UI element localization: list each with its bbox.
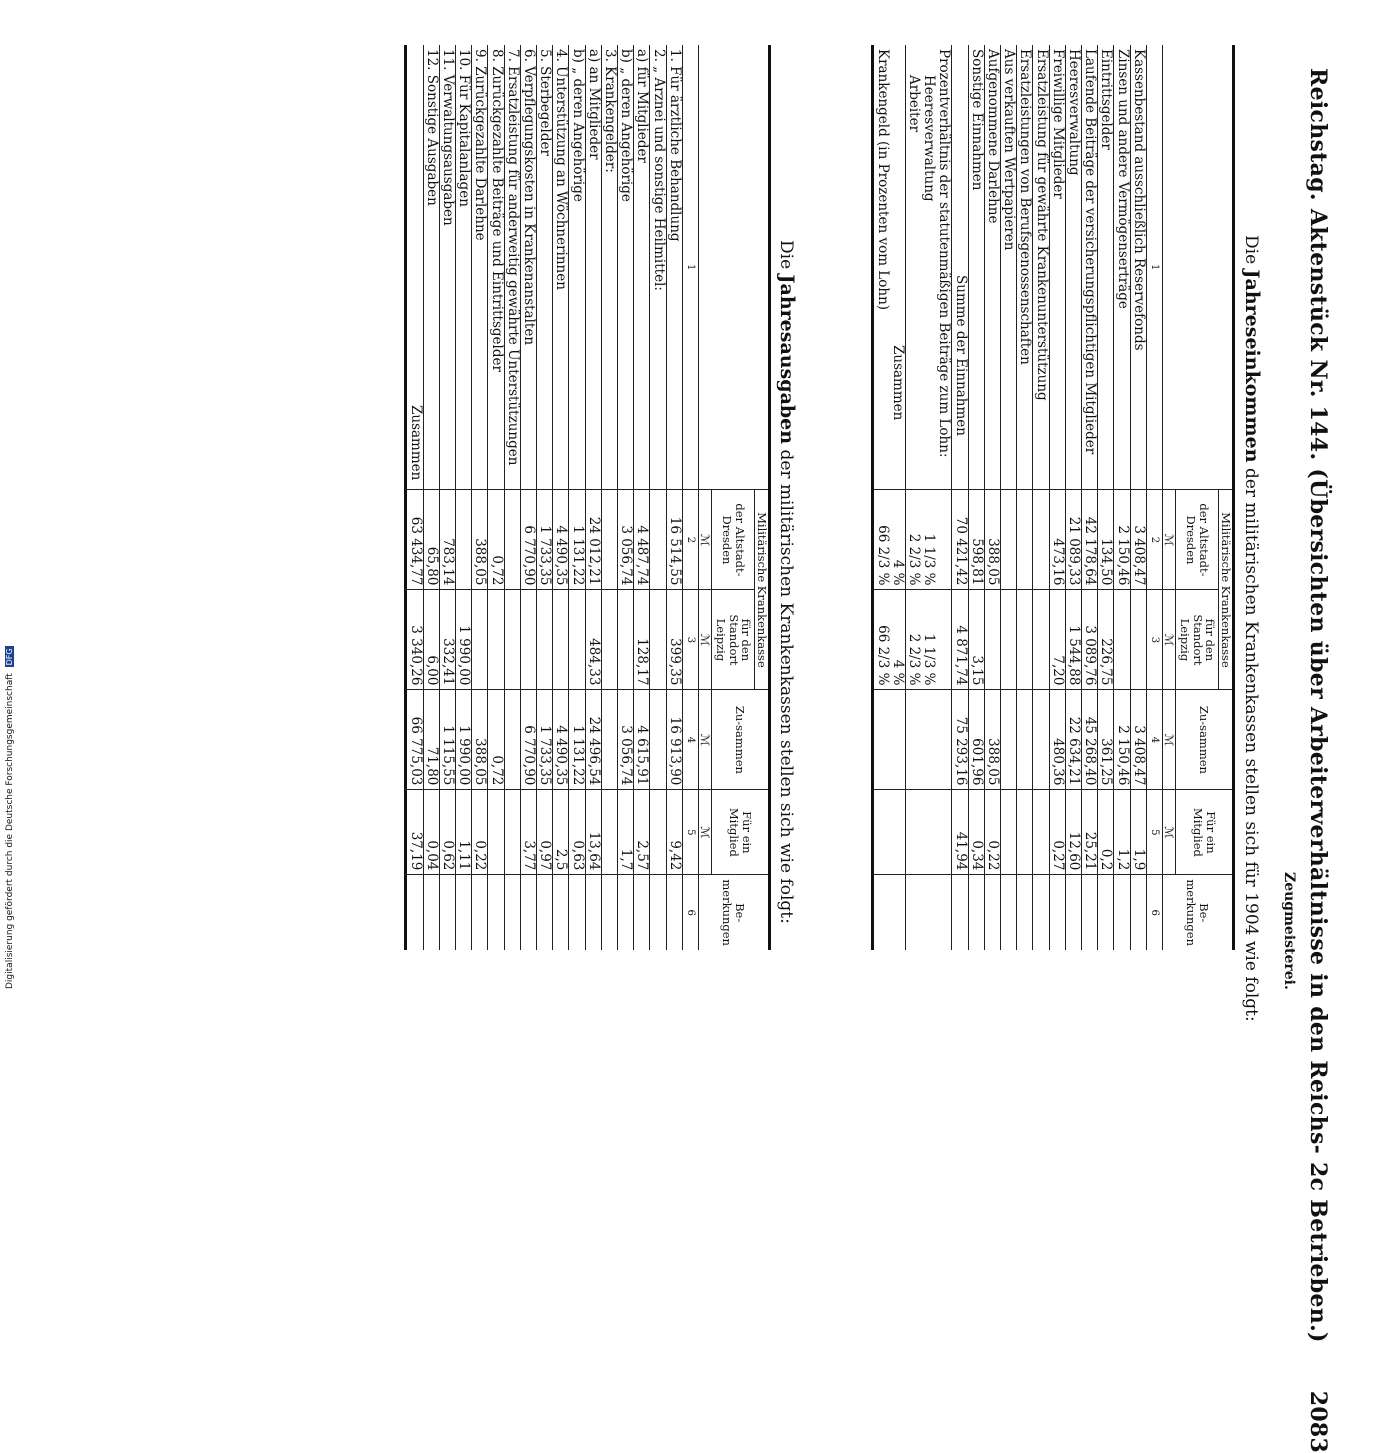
row-label: 3. Krankengelder: [601, 45, 617, 490]
undefined [472, 45, 488, 950]
cell-c5 [601, 790, 617, 875]
ratio-sum-label: Zusammen [890, 45, 906, 490]
empty-cell [873, 790, 890, 875]
expenses-sum-row [406, 45, 423, 950]
income-title-post: der militärischen Krankenkassen stellen sich für 1904 wie folgt: [1241, 467, 1261, 1022]
cell-c3 [601, 590, 617, 690]
remarks-cell [423, 875, 439, 950]
unit-label: ℳ [1163, 790, 1177, 875]
cell-c3: 484,33 [585, 590, 601, 690]
column-number: 5 [682, 790, 698, 875]
undefined [1049, 45, 1065, 950]
column-number: 6 [682, 875, 698, 950]
cell-c5: 0,04 [423, 790, 439, 875]
cell-c5: 0,27 [1049, 790, 1065, 875]
cell-c3 [536, 590, 552, 690]
unit-label: ℳ [699, 790, 713, 875]
expenses-col-dresden: der Altstadt-Dresden [712, 490, 755, 590]
row-label: Kassenbestand ausschließlich Reservefonds [1130, 45, 1146, 490]
cell-c5: 1,9 [1130, 790, 1146, 875]
undefined [1114, 45, 1130, 950]
cell-c2 [455, 490, 471, 590]
sum-c5: 37,19 [406, 790, 423, 875]
empty-cell [936, 690, 952, 790]
cell-c2: 16 514,55 [666, 490, 682, 590]
ratio-label: Prozentverhältnis der statutenmäßigen Beiträge zum Lohn: [936, 45, 952, 490]
header-title: Reichstag. Aktenstück Nr. 144. (Übersichten über Arbeiterverhältnisse in den Reichs- 2c Betrieben.) [1305, 68, 1331, 1343]
cell-c5: 1,7 [617, 790, 633, 875]
cell-c2: 388,05 [472, 490, 488, 590]
sum-label: Summe der Einnahmen [952, 45, 968, 490]
digitization-footer [0, 594, 18, 994]
column-number: 1 [1146, 45, 1162, 490]
column-number: 2 [682, 490, 698, 590]
cell-c3 [984, 590, 1000, 690]
row-label: a) an Mitglieder [585, 45, 601, 490]
ratio-row [921, 45, 936, 950]
remarks-cell [921, 875, 936, 950]
ratio-label-row [936, 45, 952, 950]
cell-c5: 13,64 [585, 790, 601, 875]
undefined [439, 45, 455, 950]
cell-c4: 4 615,91 [634, 690, 650, 790]
unit-label: ℳ [699, 590, 713, 690]
cell-c3 [1114, 590, 1130, 690]
unit-label: ℳ [699, 690, 713, 790]
column-number: 3 [1146, 590, 1162, 690]
cell-c3 [1130, 590, 1146, 690]
remarks-cell [569, 875, 585, 950]
sum-c2: 63 434,77 [406, 490, 423, 590]
cell-c4: 601,96 [968, 690, 984, 790]
cell-c5 [650, 790, 666, 875]
cell-c3 [569, 590, 585, 690]
cell-c4 [1033, 690, 1049, 790]
sum-c3: 4 871,74 [952, 590, 968, 690]
cell-c2: 1 733,35 [536, 490, 552, 590]
row-label: 7. Ersatzleistung für anderweitig gewährte Unterstützungen [504, 45, 520, 490]
cell-c4: 0,72 [488, 690, 504, 790]
cell-c3: 6,00 [423, 590, 439, 690]
cell-c4: 22 634,21 [1065, 690, 1081, 790]
cell-c5: 0,63 [569, 790, 585, 875]
row-label: 1. Für ärztliche Behandlung [666, 45, 682, 490]
empty-cell [890, 690, 906, 790]
cell-c2 [1033, 490, 1049, 590]
sickpay-leipzig: 66 2/3 % [873, 590, 890, 690]
row-label: Eintrittsgelder [1098, 45, 1114, 490]
column-number: 6 [1146, 875, 1162, 950]
remarks-cell [890, 875, 906, 950]
remarks-cell [1114, 875, 1130, 950]
cell-c5: 0,62 [439, 790, 455, 875]
cell-c2: 388,05 [984, 490, 1000, 590]
cell-c5 [488, 790, 504, 875]
undefined [553, 45, 569, 950]
remarks-cell [601, 875, 617, 950]
cell-c2: 42 178,64 [1081, 490, 1097, 590]
page-header [1305, 68, 1331, 1453]
remarks-cell [406, 875, 423, 950]
cell-c4: 480,36 [1049, 690, 1065, 790]
undefined [650, 45, 666, 950]
income-col-per-member: Für ein Mitglied [1176, 790, 1234, 875]
footer-text: Digitalisierung gefördert durch die Deutsche Forschungsgemeinschaft [5, 673, 15, 989]
cell-c4: 1 733,35 [536, 690, 552, 790]
undefined [617, 45, 633, 950]
ratio-sum-row [890, 45, 906, 950]
column-number: 2 [1146, 490, 1162, 590]
cell-c5 [1033, 790, 1049, 875]
row-label: 12. Sonstige Ausgaben [423, 45, 439, 490]
remarks-cell [873, 875, 890, 950]
row-label: b) „ deren Angehörige [617, 45, 633, 490]
empty-cell [905, 790, 921, 875]
cell-c4 [601, 690, 617, 790]
income-group-header: Militärische Krankenkasse [1219, 490, 1234, 690]
sum-label: Zusammen [406, 45, 423, 490]
cell-c4: 388,05 [984, 690, 1000, 790]
sum-c4: 75 293,16 [952, 690, 968, 790]
income-rows [873, 45, 1146, 950]
undefined [984, 45, 1000, 950]
cell-c3: 3 089,76 [1081, 590, 1097, 690]
cell-c2: 3 056,74 [617, 490, 633, 590]
remarks-cell [936, 875, 952, 950]
cell-c5: 0,2 [1098, 790, 1114, 875]
empty-cell [873, 690, 890, 790]
cell-c2 [1000, 490, 1016, 590]
undefined [504, 45, 520, 950]
cell-c5: 0,22 [472, 790, 488, 875]
remarks-cell [439, 875, 455, 950]
remarks-cell [585, 875, 601, 950]
row-label: Ersatzleistungen von Berufsgenossenschaften [1017, 45, 1033, 490]
expenses-label-header [699, 45, 770, 490]
row-label: 5. Sterbegelder [536, 45, 552, 490]
cell-c5: 3,77 [520, 790, 536, 875]
row-label: Zinsen und andere Vermögenserträge [1114, 45, 1130, 490]
ratio-sum-leipzig: 4 % [890, 590, 906, 690]
cell-c3 [650, 590, 666, 690]
column-number: 1 [682, 45, 698, 490]
row-label: 11. Verwaltungsausgaben [439, 45, 455, 490]
undefined [585, 45, 601, 950]
cell-c3 [504, 590, 520, 690]
ratio-leipzig: 2 2/3 % [905, 590, 921, 690]
cell-c2: 1 131,22 [569, 490, 585, 590]
income-title-bold: Jahreseinkommen [1241, 269, 1263, 463]
cell-c4 [650, 690, 666, 790]
expenses-rows [406, 45, 682, 950]
remarks-cell [455, 875, 471, 950]
cell-c3: 332,41 [439, 590, 455, 690]
cell-c2: 6 770,90 [520, 490, 536, 590]
remarks-cell [617, 875, 633, 950]
cell-c5: 2,5 [553, 790, 569, 875]
sickpay-label: Krankengeld (in Prozenten vom Lohn) [874, 49, 891, 311]
ratio-sum-dresden: 4 % [890, 490, 906, 590]
cell-c3 [472, 590, 488, 690]
unit-label: ℳ [1163, 690, 1177, 790]
cell-c3 [1033, 590, 1049, 690]
cell-c3: 399,35 [666, 590, 682, 690]
cell-c4: 1 990,00 [455, 690, 471, 790]
cell-c4: 1 131,22 [569, 690, 585, 790]
cell-c2: 65,80 [423, 490, 439, 590]
undefined [1000, 45, 1016, 950]
cell-c3: 128,17 [634, 590, 650, 690]
cell-c2: 2 150,46 [1114, 490, 1130, 590]
page-number: 2083 [1305, 1390, 1331, 1453]
income-col-leipzig: für den Standort Leipzig [1176, 590, 1219, 690]
remarks-cell [1065, 875, 1081, 950]
expenses-col-total: Zu-sammen [712, 690, 770, 790]
undefined [455, 45, 471, 950]
income-col-remarks: Be-merkungen [1163, 875, 1234, 950]
cell-c4 [1017, 690, 1033, 790]
unit-label: ℳ [1163, 590, 1177, 690]
ratio-dresden: 2 2/3 % [905, 490, 921, 590]
empty-cell [921, 790, 936, 875]
cell-c4: 3 408,47 [1130, 690, 1146, 790]
section-label: Zeugmeisterei. [1281, 872, 1297, 990]
empty-cell [936, 590, 952, 690]
ratio-row-label: Arbeiter [905, 75, 922, 133]
undefined [1065, 45, 1081, 950]
empty-cell [890, 790, 906, 875]
remarks-cell [536, 875, 552, 950]
remarks-cell [905, 875, 921, 950]
row-label: Sonstige Einnahmen [968, 45, 984, 490]
row-label: 6. Verpflegungskosten in Krankenanstalten [520, 45, 536, 490]
empty-cell [921, 690, 936, 790]
remarks-cell [504, 875, 520, 950]
cell-c4: 71,80 [423, 690, 439, 790]
column-number: 4 [682, 690, 698, 790]
undefined [1017, 45, 1033, 950]
row-label: Laufende Beiträge der versicherungspflichtigen Mitglieder [1081, 45, 1097, 490]
cell-c3 [520, 590, 536, 690]
remarks-cell [634, 875, 650, 950]
cell-c2 [601, 490, 617, 590]
cell-c3: 3,15 [968, 590, 984, 690]
empty-cell [936, 490, 952, 590]
cell-c2 [1017, 490, 1033, 590]
remarks-cell [472, 875, 488, 950]
cell-c2: 783,14 [439, 490, 455, 590]
unit-label: ℳ [699, 490, 713, 590]
income-col-total: Zu-sammen [1176, 690, 1234, 790]
row-label: Heeresverwaltung [1065, 45, 1081, 490]
cell-c5: 0,22 [984, 790, 1000, 875]
cell-c2: 0,72 [488, 490, 504, 590]
row-label: 2. „ Arznei und sonstige Heilmittel: [650, 45, 666, 490]
column-number: 3 [682, 590, 698, 690]
cell-c2: 473,16 [1049, 490, 1065, 590]
undefined [968, 45, 984, 950]
cell-c4: 16 913,90 [666, 690, 682, 790]
income-col-dresden: der Altstadt-Dresden [1176, 490, 1219, 590]
cell-c3: 1 544,88 [1065, 590, 1081, 690]
cell-c5 [504, 790, 520, 875]
row-label: b) „ deren Angehörige [569, 45, 585, 490]
cell-c5: 2,57 [634, 790, 650, 875]
remarks-cell [1033, 875, 1049, 950]
remarks-cell [1098, 875, 1114, 950]
cell-c2: 24 012,21 [585, 490, 601, 590]
cell-c3: 226,75 [1098, 590, 1114, 690]
cell-c4: 24 496,54 [585, 690, 601, 790]
empty-cell [936, 790, 952, 875]
remarks-cell [1017, 875, 1033, 950]
unit-label: ℳ [1163, 490, 1177, 590]
expenses-col-per-member: Für ein Mitglied [712, 790, 770, 875]
income-table [871, 45, 1235, 950]
cell-c5: 25,21 [1081, 790, 1097, 875]
expenses-title-bold: Jahresausgaben [776, 274, 798, 445]
income-title-pre: Die [1241, 235, 1261, 265]
column-number: 4 [1146, 690, 1162, 790]
expenses-table [404, 45, 771, 950]
remarks-cell [1081, 875, 1097, 950]
undefined [634, 45, 650, 950]
row-label: Aus verkauften Wertpapieren [1000, 45, 1016, 490]
remarks-cell [650, 875, 666, 950]
cell-c2: 3 408,47 [1130, 490, 1146, 590]
cell-c2: 598,81 [968, 490, 984, 590]
cell-c2: 21 089,33 [1065, 490, 1081, 590]
remarks-cell [488, 875, 504, 950]
remarks-cell [666, 875, 682, 950]
dfg-logo: DFG [5, 648, 14, 666]
remarks-cell [520, 875, 536, 950]
income-label-header [1163, 45, 1234, 490]
cell-c5: 12,60 [1065, 790, 1081, 875]
cell-c5: 0,97 [536, 790, 552, 875]
income-title [1241, 235, 1263, 1022]
cell-c4 [1000, 690, 1016, 790]
column-number: 5 [1146, 790, 1162, 875]
row-label: 10. Für Kapitalanlagen [455, 45, 471, 490]
undefined [1098, 45, 1114, 950]
remarks-cell [952, 875, 968, 950]
row-label: Freiwillige Mitglieder [1049, 45, 1065, 490]
ratio-dresden: 1 1/3 % [921, 490, 936, 590]
undefined [423, 45, 439, 950]
undefined [601, 45, 617, 950]
undefined [1130, 45, 1146, 950]
sum-c5: 41,94 [952, 790, 968, 875]
remarks-cell [984, 875, 1000, 950]
row-label: a) für Mitglieder [634, 45, 650, 490]
cell-c2: 4 490,35 [553, 490, 569, 590]
undefined [1081, 45, 1097, 950]
row-label: 9. Zurückgezahlte Darlehne [472, 45, 488, 490]
sum-c3: 3 340,26 [406, 590, 423, 690]
expenses-title-pre: Die [776, 240, 796, 270]
cell-c3: 7,20 [1049, 590, 1065, 690]
undefined [569, 45, 585, 950]
cell-c4: 4 490,35 [553, 690, 569, 790]
expenses-col-leipzig: für den Standort Leipzig [712, 590, 755, 690]
remarks-cell [1049, 875, 1065, 950]
row-label: Ersatzleistung für gewährte Krankenunterstützung [1033, 45, 1049, 490]
undefined [488, 45, 504, 950]
sum-c4: 66 775,03 [406, 690, 423, 790]
ratio-row [905, 45, 921, 950]
expenses-col-remarks: Be-merkungen [699, 875, 770, 950]
row-label: 4. Unterstützung an Wöchnerinnen [553, 45, 569, 490]
cell-c2: 4 487,74 [634, 490, 650, 590]
cell-c5: 0,34 [968, 790, 984, 875]
cell-c4: 388,05 [472, 690, 488, 790]
remarks-cell [968, 875, 984, 950]
remarks-cell [1000, 875, 1016, 950]
empty-cell [905, 690, 921, 790]
sum-c2: 70 421,42 [952, 490, 968, 590]
cell-c3 [1017, 590, 1033, 690]
cell-c3 [553, 590, 569, 690]
row-label: 8. Zurückgezahlte Beiträge und Eintrittsgelder [488, 45, 504, 490]
cell-c4: 361,25 [1098, 690, 1114, 790]
undefined [520, 45, 536, 950]
remarks-cell [553, 875, 569, 950]
undefined [666, 45, 682, 950]
cell-c3 [617, 590, 633, 690]
undefined [536, 45, 552, 950]
cell-c5: 1,2 [1114, 790, 1130, 875]
expenses-title-post: der militärischen Krankenkassen stellen sich wie folgt: [776, 449, 796, 924]
cell-c2: 134,50 [1098, 490, 1114, 590]
cell-c4: 2 150,46 [1114, 690, 1130, 790]
cell-c3: 1 990,00 [455, 590, 471, 690]
ratio-leipzig: 1 1/3 % [921, 590, 936, 690]
cell-c5: 9,42 [666, 790, 682, 875]
cell-c5: 1,11 [455, 790, 471, 875]
expenses-title [776, 240, 798, 924]
cell-c4: 1 115,55 [439, 690, 455, 790]
sickpay-dresden: 66 2/3 % [873, 490, 890, 590]
cell-c2 [504, 490, 520, 590]
cell-c2 [650, 490, 666, 590]
row-label: Aufgenommene Darlehne [984, 45, 1000, 490]
cell-c3 [488, 590, 504, 690]
ratio-row-label: Heeresverwaltung [921, 75, 938, 202]
sickpay-row [873, 45, 890, 950]
cell-c4: 45 268,40 [1081, 690, 1097, 790]
cell-c4 [504, 690, 520, 790]
cell-c5 [1000, 790, 1016, 875]
cell-c3 [1000, 590, 1016, 690]
remarks-cell [1130, 875, 1146, 950]
cell-c5 [1017, 790, 1033, 875]
cell-c4: 3 056,74 [617, 690, 633, 790]
expenses-group-header: Militärische Krankenkasse [755, 490, 770, 690]
cell-c4: 6 770,90 [520, 690, 536, 790]
undefined [1033, 45, 1049, 950]
income-sum-row [952, 45, 968, 950]
